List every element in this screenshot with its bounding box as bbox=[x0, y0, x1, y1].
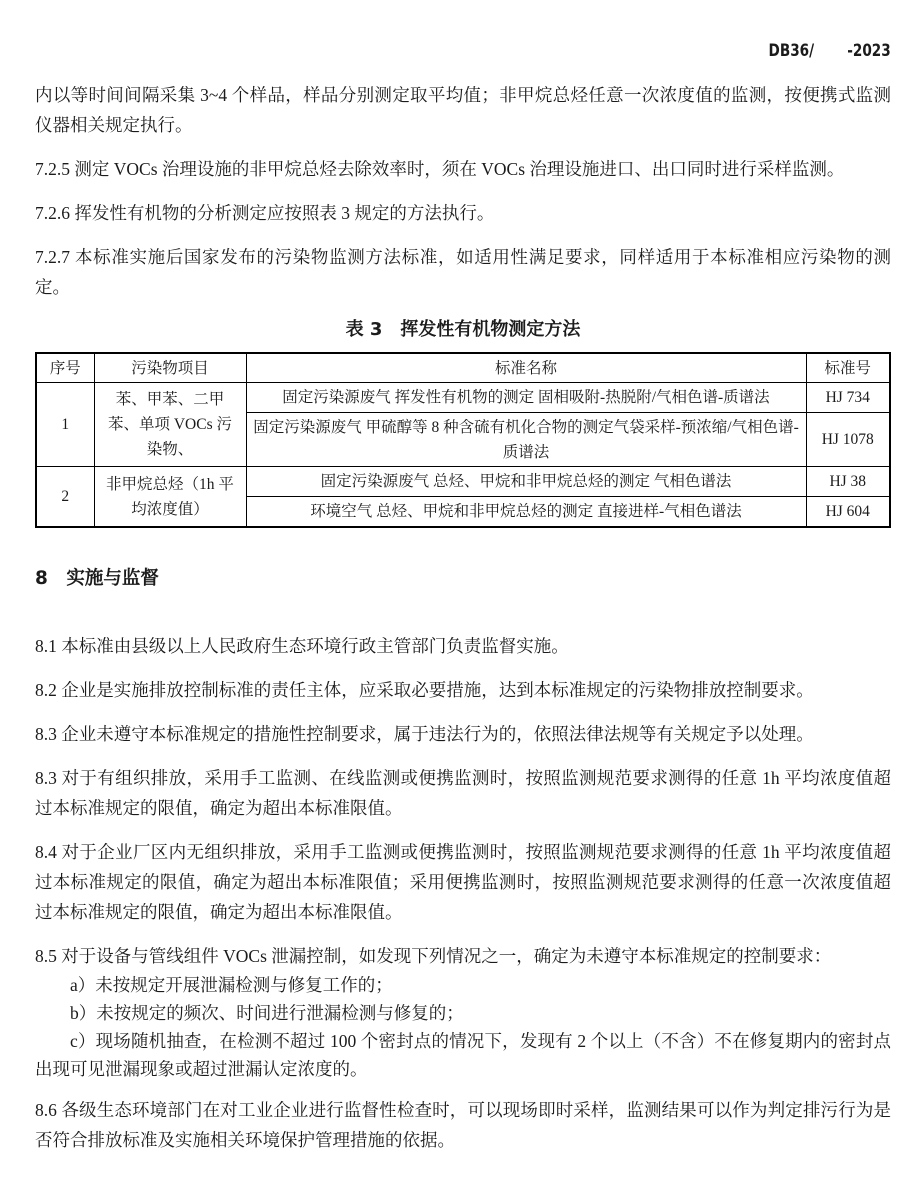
method-name-cell: 固定污染源废气 甲硫醇等 8 种含硫有机化合物的测定气袋采样-预浓缩/气相色谱-质谱法 bbox=[246, 413, 806, 467]
table-row bbox=[36, 467, 890, 497]
standard-code-cell: HJ 38 bbox=[806, 467, 890, 497]
paragraph-7-2-5: 7.2.5 测定 VOCs 治理设施的非甲烷总烃去除效率时，须在 VOCs 治理设施进口、出口同时进行采样监测。 bbox=[35, 159, 845, 179]
method-name-cell: 固定污染源废气 挥发性有机物的测定 固相吸附-热脱附/气相色谱-质谱法 bbox=[246, 383, 806, 413]
method-name-cell: 环境空气 总烃、甲烷和非甲烷总烃的测定 直接进样-气相色谱法 bbox=[246, 497, 806, 528]
paragraph-8-2: 8.2 企业是实施排放控制标准的责任主体，应采取必要措施，达到本标准规定的污染物排放控制要求。 bbox=[35, 680, 814, 700]
section-8-heading: 8 实施与监督 bbox=[35, 568, 159, 589]
document-number: DB36/ -2023 bbox=[768, 41, 891, 61]
standard-code-cell: HJ 1078 bbox=[806, 413, 890, 467]
standard-code-cell: HJ 604 bbox=[806, 497, 890, 528]
paragraph-8-6: 8.6 各级生态环境部门在对工业企业进行监督性检查时，可以现场即时采样，监测结果可以作为判定排污行为是否符合排放标准及实施相关环境保护管理措施的依据。 bbox=[35, 1100, 891, 1150]
paragraph-8-3-b: 8.3 对于有组织排放，采用手工监测、在线监测或便携监测时，按照监测规范要求测得的任意 1h 平均浓度值超过本标准规定的限值，确定为超出本标准限值。 bbox=[35, 768, 891, 818]
table-header-row bbox=[36, 353, 890, 383]
paragraph-8-4: 8.4 对于企业厂区内无组织排放，采用手工监测或便携监测时，按照监测规范要求测得的任意 1h 平均浓度值超过本标准规定的限值，确定为超出本标准限值；采用便携监测时，按照监测规范要求测得的任意一次浓度值超过本标准规定的限值，确定为超出本标准限值。 bbox=[35, 842, 891, 922]
pollutant-cell: 非甲烷总烃（1h 平均浓度值） bbox=[94, 467, 246, 528]
paragraph-8-1: 8.1 本标准由县级以上人民政府生态环境行政主管部门负责监督实施。 bbox=[35, 636, 569, 656]
list-item-c: c）现场随机抽查，在检测不超过 100 个密封点的情况下，发现有 2 个以上（不含）不在修复期内的密封点出现可见泄漏现象或超过泄漏认定浓度的。 bbox=[35, 1031, 891, 1079]
paragraph-intro-continuation: 内以等时间间隔采集 3~4 个样品，样品分别测定取平均值；非甲烷总烃任意一次浓度值的监测，按便携式监测仪器相关规定执行。 bbox=[35, 85, 891, 135]
column-header-standard-name: 标准名称 bbox=[246, 353, 806, 383]
paragraph-8-3-a: 8.3 企业未遵守本标准规定的措施性控制要求，属于违法行为的，依照法律法规等有关规定予以处理。 bbox=[35, 724, 814, 744]
standard-code-cell: HJ 734 bbox=[806, 383, 890, 413]
column-header-serial: 序号 bbox=[36, 353, 94, 383]
paragraph-8-5: 8.5 对于设备与管线组件 VOCs 泄漏控制，如发现下列情况之一，确定为未遵守本标准规定的控制要求： bbox=[35, 946, 832, 966]
column-header-standard-code: 标准号 bbox=[806, 353, 890, 383]
paragraph-7-2-7: 7.2.7 本标准实施后国家发布的污染物监测方法标准，如适用性满足要求，同样适用于本标准相应污染物的测定。 bbox=[35, 247, 891, 297]
table-row bbox=[36, 383, 890, 413]
table-3-title: 表 3 挥发性有机物测定方法 bbox=[345, 319, 581, 340]
method-name-cell: 固定污染源废气 总烃、甲烷和非甲烷总烃的测定 气相色谱法 bbox=[246, 467, 806, 497]
measurement-methods-table bbox=[35, 352, 891, 528]
serial-cell: 1 bbox=[36, 383, 94, 467]
document-number-header bbox=[35, 24, 891, 78]
list-item-b: b）未按规定的频次、时间进行泄漏检测与修复的； bbox=[70, 1003, 464, 1023]
paragraph-7-2-6: 7.2.6 挥发性有机物的分析测定应按照表 3 规定的方法执行。 bbox=[35, 203, 495, 223]
serial-cell: 2 bbox=[36, 467, 94, 528]
column-header-pollutant: 污染物项目 bbox=[94, 353, 246, 383]
list-item-a: a）未按规定开展泄漏检测与修复工作的； bbox=[70, 975, 393, 995]
pollutant-cell: 苯、甲苯、二甲苯、单项 VOCs 污染物、 bbox=[94, 383, 246, 467]
